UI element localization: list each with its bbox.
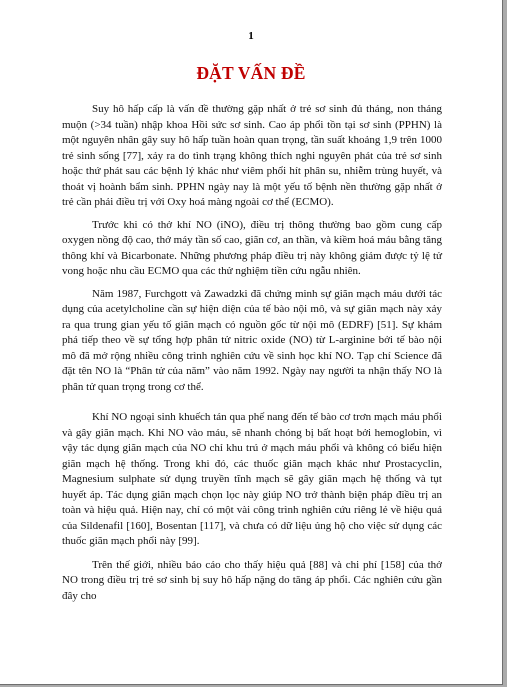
paragraph-4: Khí NO ngoại sinh khuếch tán qua phế nang đến tế bào cơ trơn mạch máu phổi và gây giãn mạch. Khi NO vào máu, sẽ nhanh chóng bị bất hoạt bởi hemoglobin, vì vậy tác dụng giãn mạch của NO chỉ khu trú ở mạch máu phổi và không có biểu hiện giãn mạch hệ thống. Trong khi đó, các thuốc giãn mạch khác như Prostacyclin, Magnesium sulphate sử dụng truyền tĩnh mạch sẽ gây giãn mạch hệ thống và tụt huyết áp. Tác dụng giãn mạch chọn lọc này giúp NO trở thành biện pháp điều trị an toàn và hiệu quả. Hiện nay, chỉ có một vài công trình nghiên cứu riêng lẻ về hiệu quả của Sildenafil [160], Bosentan [117], và chưa có dữ liệu ủng hộ cho việc sử dụng các thuốc giãn mạch phổi này [99]. (62, 411, 442, 547)
page-title: ĐẶT VẤN ĐỀ (196, 63, 306, 83)
paragraph-5: Trên thế giới, nhiều báo cáo cho thấy hiệu quả [88] và chi phí [158] của thở NO trong điều trị trẻ sơ sinh bị suy hô hấp nặng do tăng áp phổi. Các nghiên cứu gần đây cho (62, 558, 442, 602)
paragraph-3: Năm 1987, Furchgott và Zawadzki đã chứng minh sự giãn mạch máu dưới tác dụng của acetylcholine cần sự hiện diện của tế bào nội mô, và sự giãn mạch này xảy ra qua trung gian yếu tố giãn mạch có nguồn gốc từ nội mô (EDRF) [51]. Sự khám phá tiếp theo về sự tổng hợp phân tử nitric oxide (NO) từ L-arginine bởi tế bào nội mô đã mở rộng nhiều công trình nghiên cứu về sinh học khí NO. Tạp chí Science đã đặt tên NO là “Phân tử của năm” vào năm 1992. Ngày nay người ta nhận thấy NO là phân tử quan trọng trong cơ thể. (62, 287, 442, 393)
paragraph-2: Trước khi có thở khí NO (iNO), điều trị thông thường bao gồm cung cấp oxygen nồng độ cao, thở máy tần số cao, giãn cơ, an thần, và kiềm hoá máu bằng tăng thông khí và Bicarbonate. Những phương pháp điều trị này không giảm được tỷ lệ tử vong hoặc nhu cầu ECMO qua các thử nghiệm tiền cứu ngẫu nhiên. (62, 218, 442, 277)
document-body (62, 102, 442, 604)
page-number: 1 (248, 30, 254, 42)
paragraph-1: Suy hô hấp cấp là vấn đề thường gặp nhất ở trẻ sơ sinh đủ tháng, non tháng muộn (>34 tuần) nhập khoa Hồi sức sơ sinh. Cao áp phổi tồn tại sơ sinh (PPHN) là một nguyên nhân gây suy hô hấp tuần hoàn quan trọng, tần suất khoảng 1,9 trên 1000 trẻ sinh sống [77], xảy ra do tình trạng không thích nghi nguyên phát của trẻ sơ sinh hoặc thứ phát sau các bệnh lý khác như viêm phổi hít phân su, nhiễm trùng huyết, và thoát vị hoành bẩm sinh. PPHN ngày nay là một yếu tố bệnh nền thường gặp nhất ở trẻ cần phải điều trị với Oxy hoá màng ngoài cơ thể (ECMO). (62, 103, 442, 208)
